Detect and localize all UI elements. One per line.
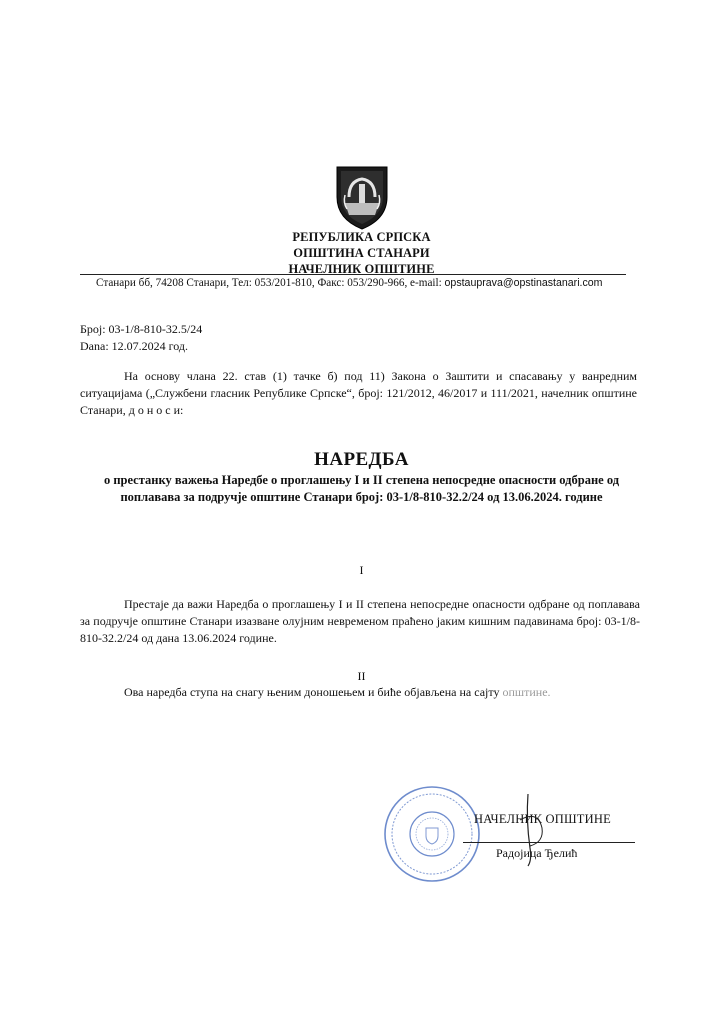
header-divider <box>80 274 626 275</box>
intro-paragraph <box>80 368 637 419</box>
section-2-text-faded: општине. <box>502 685 551 699</box>
intro-text: На основу члана 22. став (1) тачке б) под 11) Закона о Заштити и спасавању у ванредним ситуацијама („Службени гласник Републике Српске“, број: 121/2012, 46/2017 и 111/2021, начелник општине Станари, д о н о с и: <box>80 369 637 417</box>
official-stamp-icon <box>382 784 482 884</box>
signature-line <box>463 842 635 843</box>
document-meta <box>80 321 202 355</box>
document-number: Број: 03-1/8-810-32.5/24 <box>80 322 203 336</box>
signatory-name: Радојица Ђелић <box>496 846 578 860</box>
section-1-numeral: I <box>359 563 364 577</box>
republic-name: РЕПУБЛИКА СРПСКА <box>292 230 431 244</box>
municipality-name: ОПШТИНА СТАНАРИ <box>293 246 430 260</box>
office-name: НАЧЕЛНИК ОПШТИНЕ <box>288 262 435 276</box>
section-2-paragraph <box>124 685 551 700</box>
signatory-title: НАЧЕЛНИК ОПШТИНЕ <box>474 812 611 826</box>
section-1-text: Престаје да важи Наредба о проглашењу I и II степена непосредне опасности одбране од поплавава за подручје општине Станари изазване олујним невременом праћено јаким кишним падавинама број: 03-1/8-810-32.2/24 од дана 13.06.2024 године. <box>80 597 640 645</box>
document-date: Dana: 12.07.2024 год. <box>80 339 189 353</box>
letterhead <box>0 229 723 277</box>
coat-of-arms-icon <box>331 157 393 231</box>
section-2-numeral: II <box>357 669 366 683</box>
email-link[interactable]: opstauprava@opstinastanari.com <box>444 277 603 289</box>
contact-address <box>96 277 603 289</box>
section-1-paragraph <box>80 596 640 647</box>
address-text: Станари бб, 74208 Станари, Тел: 053/201-810, Факс: 053/290-966, e-mail: <box>96 277 445 289</box>
document-subtitle: о престанку важења Наредбе о проглашењу I и II степена непосредне опасности одбране од поплавава за подручје општине Станари број: 03-1/8-810-32.2/24 од 13.06.2024. године <box>103 473 620 504</box>
document-title: НАРЕДБА <box>314 449 409 470</box>
section-2-text: Ова наредба ступа на снагу њеним доношењем и биће објављена на сајту <box>124 685 503 699</box>
